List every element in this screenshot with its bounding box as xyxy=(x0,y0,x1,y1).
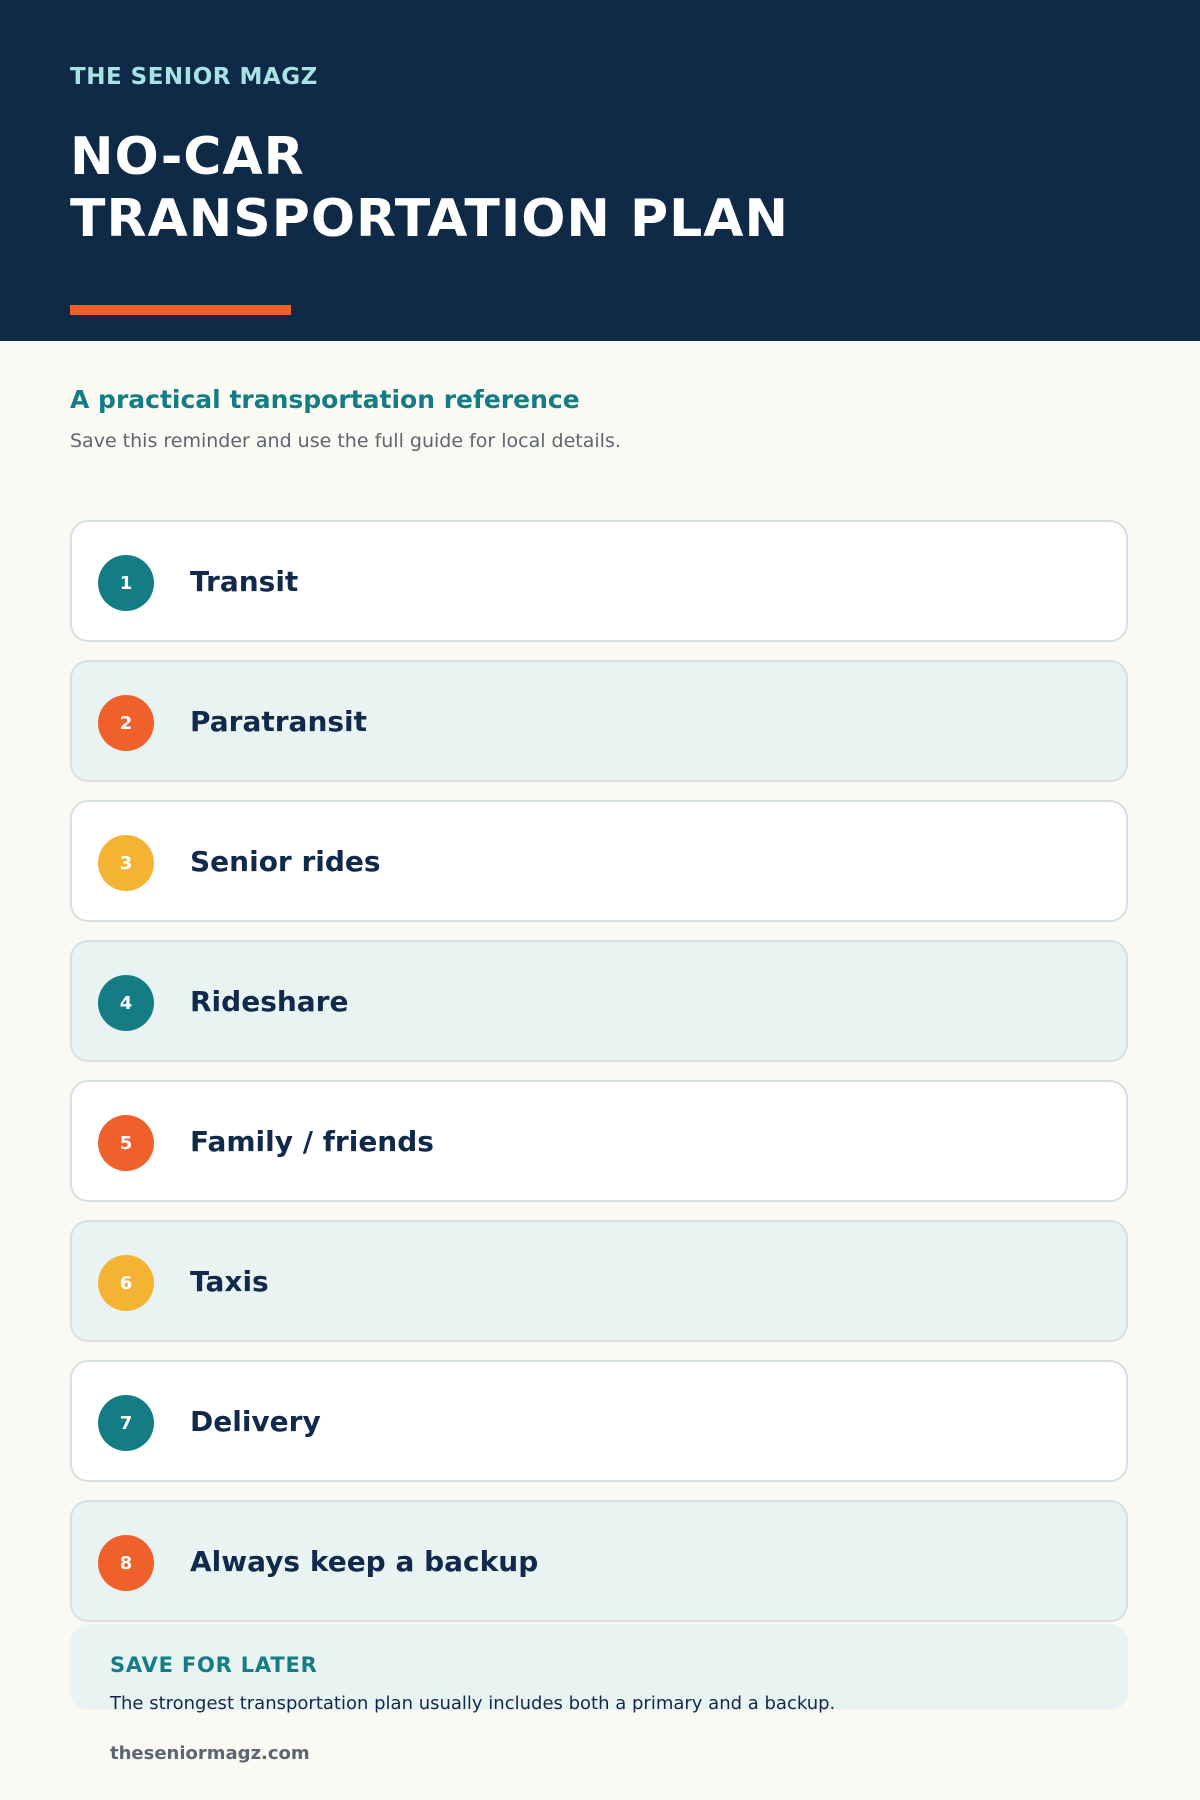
number-badge: 8 xyxy=(98,1535,154,1591)
list-item-label: Paratransit xyxy=(190,704,368,738)
number-badge: 1 xyxy=(98,555,154,611)
list-item-label: Family / friends xyxy=(190,1124,434,1158)
title-line-2: TRANSPORTATION PLAN xyxy=(70,189,790,249)
list-item xyxy=(70,800,1128,922)
list-item xyxy=(70,660,1128,782)
save-for-later-text: The strongest transportation plan usually includes both a primary and a backup. xyxy=(110,1693,836,1714)
number-badge: 4 xyxy=(98,975,154,1031)
list-item-label: Taxis xyxy=(190,1264,269,1298)
list-item xyxy=(70,1080,1128,1202)
brand-name: THE SENIOR MAGZ xyxy=(70,64,318,90)
number-badge: 5 xyxy=(98,1115,154,1171)
title-line-1: NO-CAR xyxy=(70,127,305,187)
list-item-label: Rideshare xyxy=(190,984,349,1018)
list-item-label: Senior rides xyxy=(190,844,381,878)
intro-text: Save this reminder and use the full guide for local details. xyxy=(70,430,621,452)
number-badge: 7 xyxy=(98,1395,154,1451)
list-item xyxy=(70,1360,1128,1482)
number-badge: 6 xyxy=(98,1255,154,1311)
accent-bar xyxy=(70,305,291,315)
website-url: theseniormagz.com xyxy=(110,1743,310,1764)
list-item xyxy=(70,1500,1128,1622)
list-item xyxy=(70,1220,1128,1342)
save-for-later-title: SAVE FOR LATER xyxy=(110,1653,318,1677)
number-badge: 3 xyxy=(98,835,154,891)
intro-heading: A practical transportation reference xyxy=(70,385,580,414)
header-banner xyxy=(0,0,1200,341)
list-item xyxy=(70,520,1128,642)
page-title xyxy=(70,126,789,250)
list-item-label: Transit xyxy=(190,564,299,598)
number-badge: 2 xyxy=(98,695,154,751)
list-item-label: Always keep a backup xyxy=(190,1544,539,1578)
list-item-label: Delivery xyxy=(190,1404,321,1438)
list-item xyxy=(70,940,1128,1062)
